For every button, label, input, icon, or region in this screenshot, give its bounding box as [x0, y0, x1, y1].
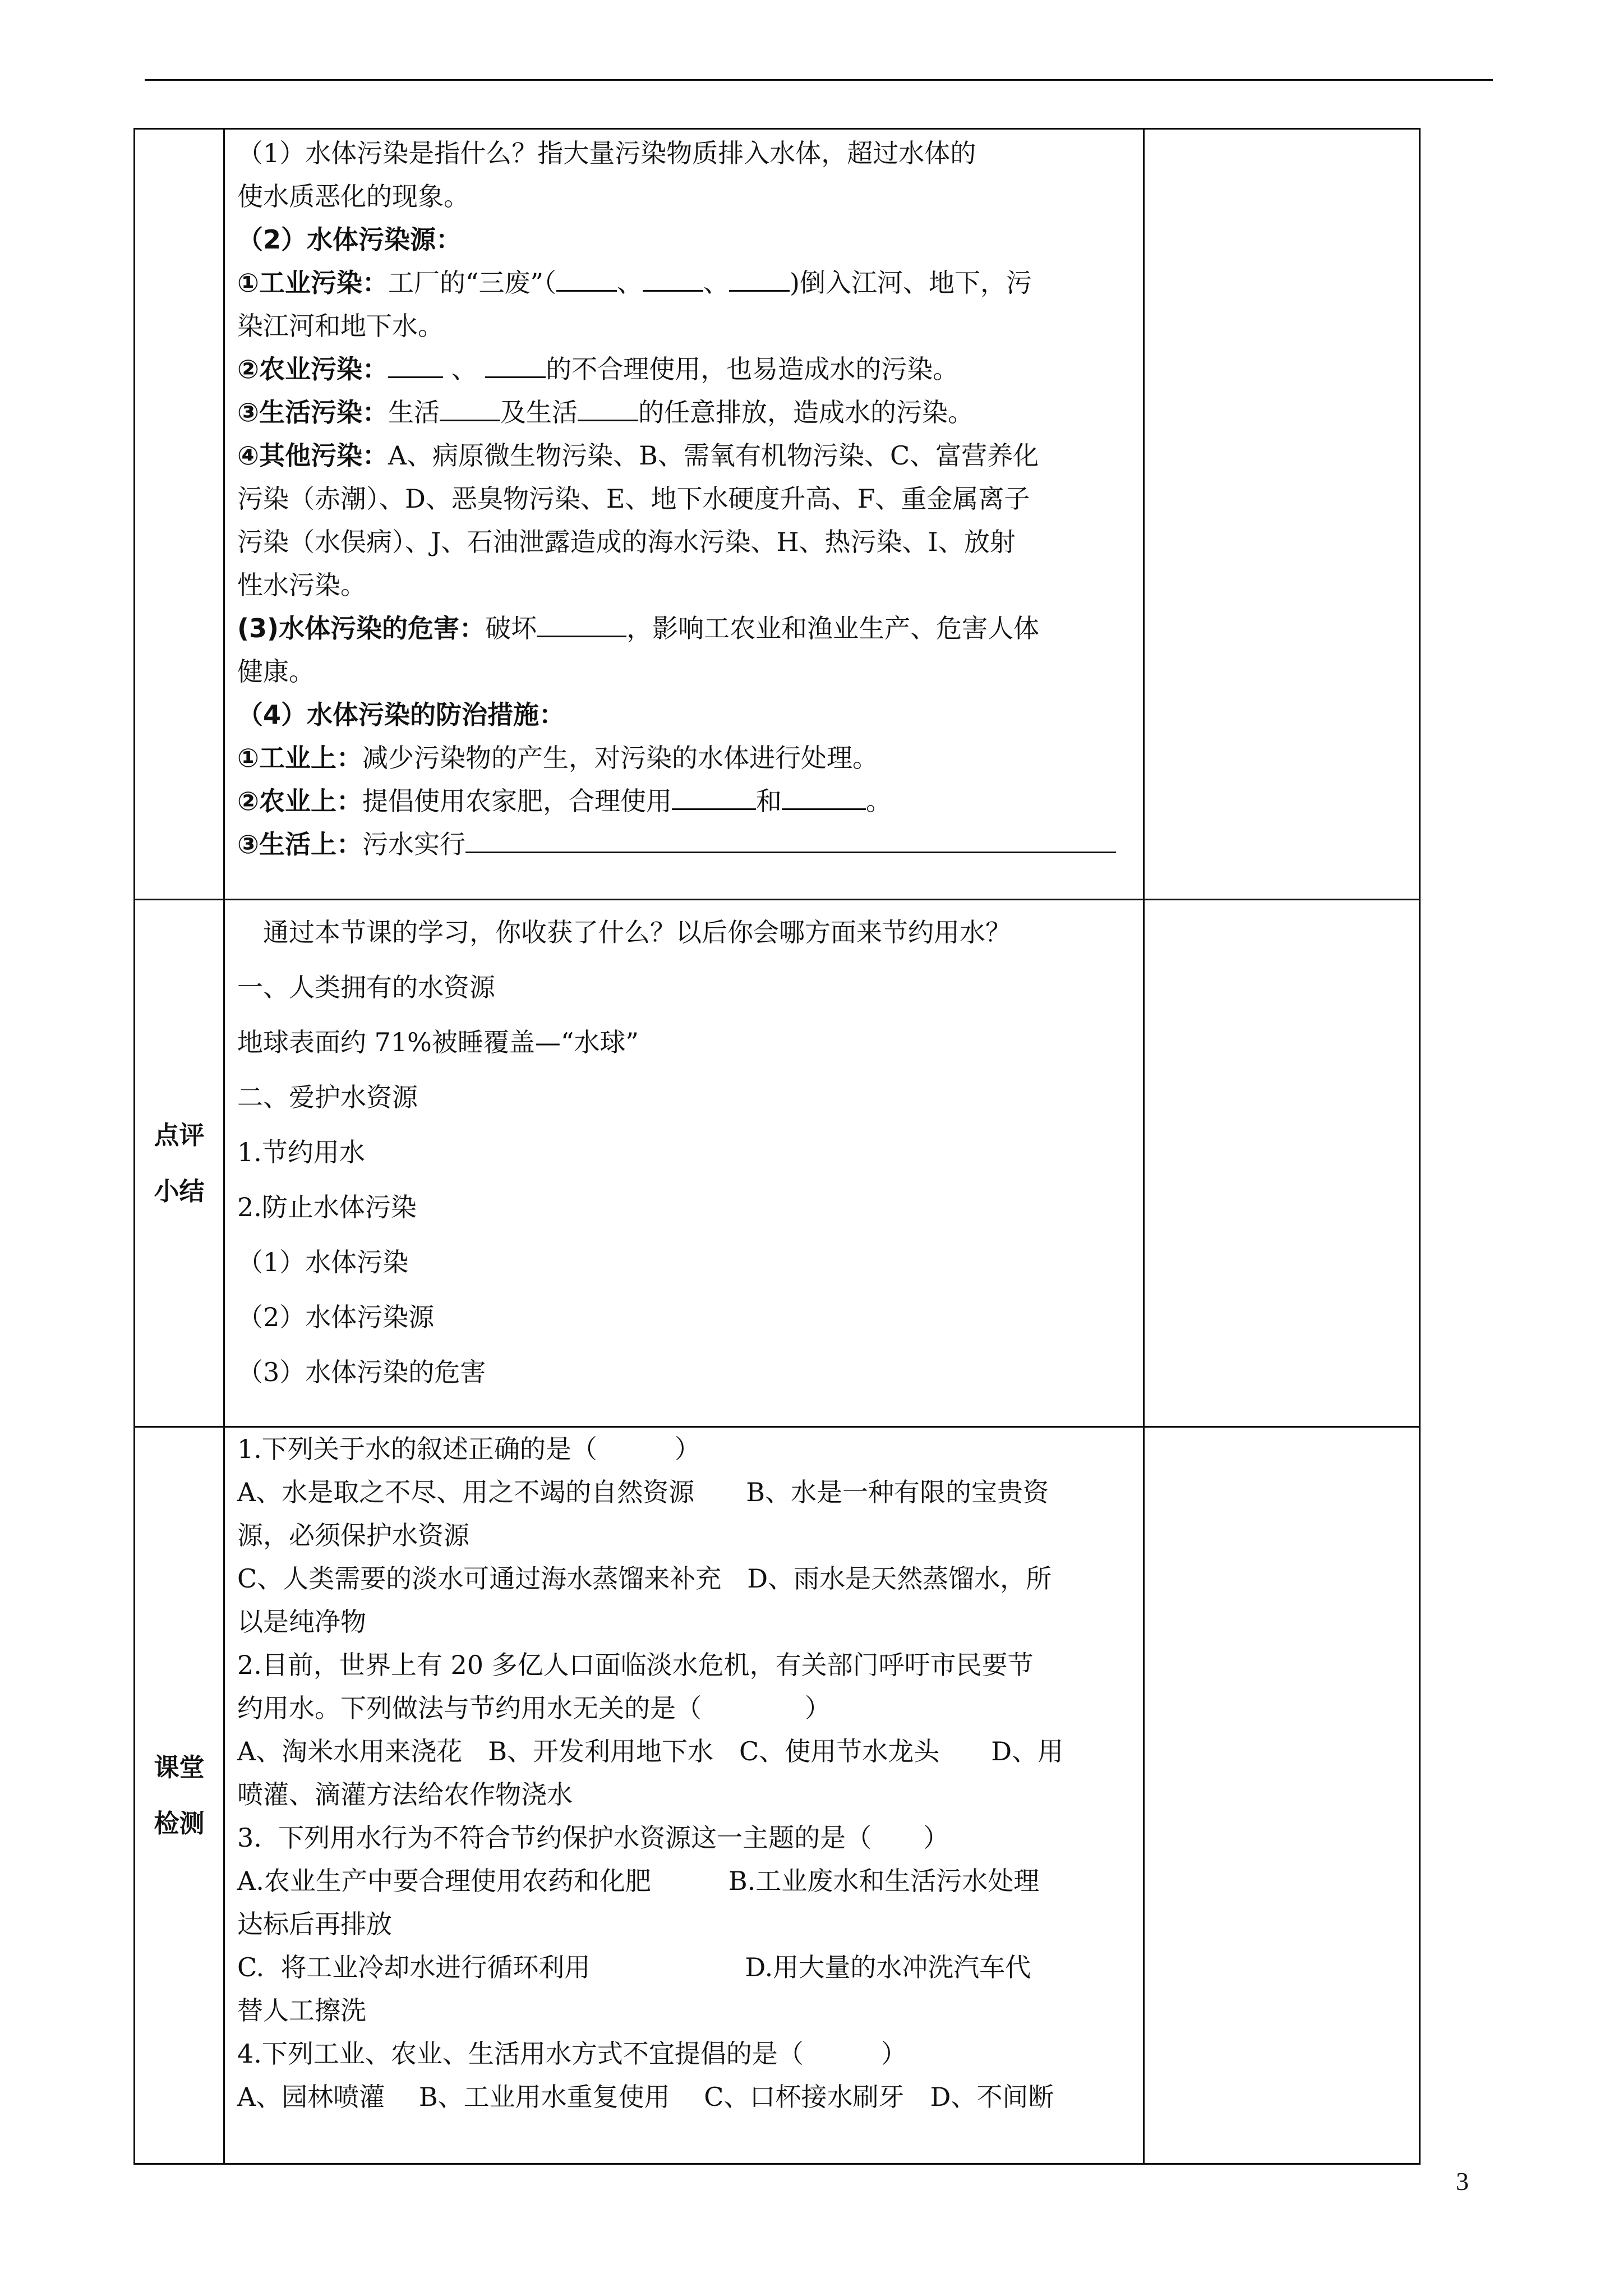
measure-label: ①工业上： — [237, 743, 362, 773]
option-line: A.农业生产中要合理使用农药和化肥 B.工业废水和生活污水处理 — [237, 1866, 1040, 1896]
separator: 、 — [703, 268, 729, 298]
measure-life — [237, 823, 1134, 866]
measure-text: 。 — [865, 786, 892, 816]
summary-question: 通过本节课的学习，你收获了什么？以后你会哪方面来节约用水？ — [263, 917, 1011, 947]
industry-line — [237, 261, 1134, 305]
summary-label-1: 点评 — [154, 1120, 205, 1150]
option-line: A、园林喷灌 B、工业用水重复使用 C、口杯接水刷牙 D、不间断 — [237, 2082, 1054, 2112]
separator: 、 — [617, 268, 643, 298]
measure-label: ③生活上： — [237, 829, 362, 859]
other-line-2: 污染（赤潮）、D、恶臭物污染、E、地下水硬度升高、F、重金属离子 — [237, 484, 1030, 514]
summary-line: （1）水体污染 — [237, 1247, 409, 1277]
option-line: C. 将工业冷却水进行循环利用 D.用大量的水冲洗汽车代 — [237, 1952, 1031, 1982]
summary-line: 一、人类拥有的水资源 — [237, 972, 495, 1002]
harm-line-2: 健康。 — [237, 656, 315, 687]
agri-label: ②农业污染： — [237, 354, 388, 384]
blank-field[interactable] — [672, 783, 756, 810]
life-line — [237, 391, 1134, 434]
other-text: A、病原微生物污染、B、需氧有机物污染、C、富营养化 — [388, 440, 1039, 471]
question-line: 3. 下列用水行为不符合节约保护水资源这一主题的是（ ） — [237, 1823, 949, 1853]
measures-title: （4）水体污染的防治措施： — [237, 700, 565, 730]
measure-text: 减少污染物的产生，对污染的水体进行处理。 — [362, 743, 878, 773]
notes-cell — [1144, 900, 1420, 1427]
summary-line: 1.节约用水 — [237, 1137, 365, 1167]
harm-text: ，影响工农业和渔业生产、危害人体 — [626, 613, 1040, 643]
summary-line: （3）水体污染的危害 — [237, 1357, 486, 1387]
life-label: ③生活污染： — [237, 397, 388, 427]
option-line: C、人类需要的淡水可通过海水蒸馏来补充 D、雨水是天然蒸馏水，所 — [237, 1563, 1052, 1594]
option-line: 源，必须保护水资源 — [237, 1520, 469, 1550]
industry-label: ①工业污染： — [237, 268, 388, 298]
blank-field[interactable] — [556, 264, 617, 292]
agri-text: 的不合理使用，也易造成水的污染。 — [546, 354, 959, 384]
other-label: ④其他污染： — [237, 440, 388, 471]
summary-line: 地球表面约 71%被睡覆盖—“水球” — [237, 1027, 639, 1057]
table-row-test — [135, 1427, 1420, 2164]
blank-field[interactable] — [578, 394, 638, 421]
option-line: 达标后再排放 — [237, 1909, 392, 1939]
question-line: 2.目前，世界上有 20 多亿人口面临淡水危机，有关部门呼吁市民要节 — [237, 1650, 1034, 1680]
harm-label: (3)水体污染的危害： — [237, 613, 486, 643]
harm-text: 破坏 — [485, 613, 537, 643]
harm-line — [237, 607, 1134, 650]
test-label-2: 检测 — [154, 1808, 205, 1838]
blank-field[interactable] — [729, 264, 790, 292]
other-line-1 — [237, 434, 1134, 477]
definition-line-2: 使水质恶化的现象。 — [237, 181, 469, 211]
summary-line: 二、爱护水资源 — [237, 1082, 418, 1112]
industry-line-2: 染江河和地下水。 — [237, 311, 444, 341]
blank-field[interactable] — [485, 351, 546, 378]
question-line: 4.下列工业、农业、生活用水方式不宜提倡的是（ ） — [237, 2039, 907, 2069]
measure-label: ②农业上： — [237, 786, 362, 816]
agri-line — [237, 348, 1134, 391]
blank-field[interactable] — [643, 264, 703, 292]
test-label-cell — [135, 1427, 224, 2164]
option-line: A、水是取之不尽、用之不竭的自然资源 B、水是一种有限的宝贵资 — [237, 1477, 1049, 1507]
life-text: 的任意排放，造成水的污染。 — [638, 397, 974, 427]
label-cell-empty — [135, 129, 224, 900]
option-line: 以是纯净物 — [237, 1607, 366, 1637]
blank-field[interactable] — [782, 783, 866, 810]
summary-label-2: 小结 — [154, 1176, 205, 1206]
summary-line: 2.防止水体污染 — [237, 1192, 417, 1222]
option-line: 喷灌、滴灌方法给农作物浇水 — [237, 1779, 573, 1810]
other-line-4: 性水污染。 — [237, 570, 366, 600]
blank-field[interactable] — [440, 394, 500, 421]
measure-text: 污水实行 — [362, 829, 465, 859]
measure-text: 和 — [755, 786, 782, 816]
page-number: 3 — [1456, 2167, 1469, 2196]
header-rule — [145, 79, 1493, 81]
summary-line: （2）水体污染源 — [237, 1302, 435, 1332]
sources-title: （2）水体污染源： — [237, 224, 462, 255]
summary-content — [224, 900, 1144, 1427]
notes-cell — [1144, 1427, 1420, 2164]
table-row-summary — [135, 900, 1420, 1427]
lesson-table — [133, 128, 1421, 2165]
measure-industry — [237, 737, 1134, 780]
test-label-1: 课堂 — [154, 1752, 205, 1782]
test-content — [224, 1427, 1144, 2164]
industry-text: )倒入江河、地下，污 — [790, 268, 1032, 298]
other-line-3: 污染（水俣病）、J、石油泄露造成的海水污染、H、热污染、I、放射 — [237, 527, 1016, 557]
definition-line-1: （1）水体污染是指什么？指大量污染物质排入水体，超过水体的 — [237, 138, 976, 168]
table-row-pollution — [135, 129, 1420, 900]
blank-field[interactable] — [537, 610, 626, 637]
blank-field[interactable] — [388, 351, 443, 378]
pollution-content — [224, 129, 1144, 900]
notes-cell — [1144, 129, 1420, 900]
question-line: 1.下列关于水的叙述正确的是（ ） — [237, 1434, 700, 1464]
industry-text: 工厂的“三废”（ — [388, 268, 556, 298]
life-text: 及生活 — [500, 397, 578, 427]
measure-agri — [237, 780, 1134, 823]
option-line: 替人工擦洗 — [237, 1995, 366, 2026]
summary-label-cell — [135, 900, 224, 1427]
option-line: A、淘米水用来浇花 B、开发利用地下水 C、使用节水龙头 D、用 — [237, 1736, 1064, 1766]
life-text: 生活 — [388, 397, 440, 427]
blank-field[interactable] — [465, 826, 1116, 853]
measure-text: 提倡使用农家肥，合理使用 — [362, 786, 672, 816]
separator: 、 — [442, 354, 477, 384]
question-line: 约用水。下列做法与节约用水无关的是（ ） — [237, 1693, 831, 1723]
